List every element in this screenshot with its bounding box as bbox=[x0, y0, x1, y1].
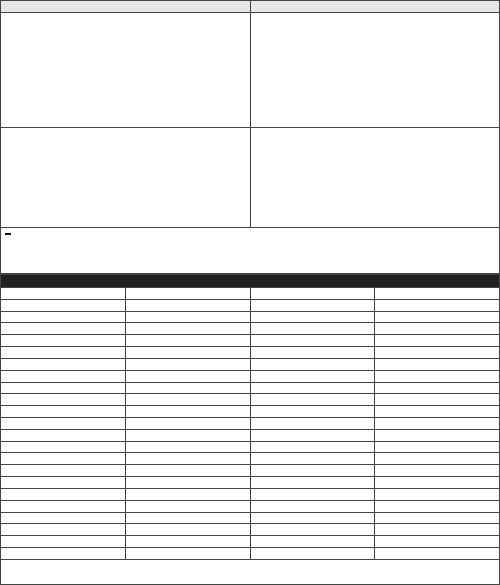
exam-post bbox=[250, 394, 375, 406]
exam-address bbox=[125, 382, 250, 394]
exam-location bbox=[1, 477, 126, 489]
exam-location bbox=[1, 524, 126, 536]
exam-table-title bbox=[1, 275, 500, 288]
exam-day bbox=[375, 453, 500, 465]
qualification-row bbox=[1, 127, 500, 227]
exam-row bbox=[1, 500, 500, 512]
exam-row bbox=[1, 512, 500, 524]
exam-day bbox=[375, 477, 500, 489]
exam-location bbox=[1, 287, 126, 299]
exam-post bbox=[250, 406, 375, 418]
exam-day bbox=[375, 488, 500, 500]
exam-day bbox=[375, 429, 500, 441]
exam-day bbox=[375, 548, 500, 560]
exam-address bbox=[125, 311, 250, 323]
exam-location bbox=[1, 418, 126, 430]
salary-benefits-section bbox=[0, 228, 500, 274]
exam-address bbox=[125, 429, 250, 441]
exam-post bbox=[250, 382, 375, 394]
post-name bbox=[1, 13, 251, 128]
exam-row bbox=[1, 299, 500, 311]
requirements-column-header bbox=[250, 1, 500, 13]
exam-row bbox=[1, 524, 500, 536]
exam-post bbox=[250, 347, 375, 359]
exam-address bbox=[125, 512, 250, 524]
exam-post bbox=[250, 335, 375, 347]
exam-location bbox=[1, 347, 126, 359]
exam-day bbox=[375, 323, 500, 335]
exam-row bbox=[1, 287, 500, 299]
exam-address bbox=[125, 441, 250, 453]
exam-location bbox=[1, 394, 126, 406]
exam-address bbox=[125, 323, 250, 335]
exam-row bbox=[1, 358, 500, 370]
exam-location bbox=[1, 311, 126, 323]
exam-post bbox=[250, 524, 375, 536]
exam-day bbox=[375, 287, 500, 299]
exam-location bbox=[1, 299, 126, 311]
exam-address bbox=[125, 418, 250, 430]
exam-post bbox=[250, 358, 375, 370]
exam-address bbox=[125, 406, 250, 418]
exam-row bbox=[1, 418, 500, 430]
exam-post bbox=[250, 548, 375, 560]
exam-address bbox=[125, 335, 250, 347]
exam-address bbox=[125, 370, 250, 382]
exam-post bbox=[250, 465, 375, 477]
exam-location bbox=[1, 500, 126, 512]
exam-address bbox=[125, 299, 250, 311]
exam-address bbox=[125, 347, 250, 359]
exam-day bbox=[375, 370, 500, 382]
exam-row bbox=[1, 441, 500, 453]
exam-address bbox=[125, 394, 250, 406]
exam-row bbox=[1, 394, 500, 406]
exam-post bbox=[250, 370, 375, 382]
exam-day bbox=[375, 512, 500, 524]
exam-row bbox=[1, 335, 500, 347]
exam-day bbox=[375, 299, 500, 311]
exam-location bbox=[1, 323, 126, 335]
exam-day bbox=[375, 524, 500, 536]
exam-location bbox=[1, 382, 126, 394]
exam-location bbox=[1, 536, 126, 548]
exam-row bbox=[1, 429, 500, 441]
exam-address bbox=[125, 465, 250, 477]
exam-location bbox=[1, 441, 126, 453]
exam-address bbox=[125, 524, 250, 536]
exam-post bbox=[250, 429, 375, 441]
exam-day bbox=[375, 441, 500, 453]
exam-address bbox=[125, 536, 250, 548]
exam-day bbox=[375, 358, 500, 370]
exam-day bbox=[375, 418, 500, 430]
exam-location bbox=[1, 335, 126, 347]
exam-day bbox=[375, 536, 500, 548]
exam-row bbox=[1, 311, 500, 323]
exam-day bbox=[375, 500, 500, 512]
exam-day bbox=[375, 465, 500, 477]
exam-post bbox=[250, 536, 375, 548]
exam-row bbox=[1, 477, 500, 489]
exam-post bbox=[250, 477, 375, 489]
exam-location bbox=[1, 453, 126, 465]
qualification-row bbox=[1, 13, 500, 128]
exam-post bbox=[250, 299, 375, 311]
exam-location bbox=[1, 548, 126, 560]
exam-address bbox=[125, 500, 250, 512]
exam-row bbox=[1, 323, 500, 335]
exam-day bbox=[375, 335, 500, 347]
exam-post bbox=[250, 287, 375, 299]
exam-day bbox=[375, 347, 500, 359]
exam-day bbox=[375, 394, 500, 406]
exam-row bbox=[1, 465, 500, 477]
post-requirements bbox=[250, 13, 500, 128]
exam-address bbox=[125, 488, 250, 500]
footer-note bbox=[0, 560, 500, 585]
exam-address bbox=[125, 548, 250, 560]
exam-row bbox=[1, 548, 500, 560]
exam-row bbox=[1, 370, 500, 382]
exam-row bbox=[1, 453, 500, 465]
exam-location bbox=[1, 465, 126, 477]
exam-post bbox=[250, 418, 375, 430]
post-name bbox=[1, 127, 251, 227]
exam-location bbox=[1, 406, 126, 418]
salary-heading bbox=[5, 233, 11, 235]
exam-post bbox=[250, 323, 375, 335]
exam-day bbox=[375, 406, 500, 418]
exam-location bbox=[1, 370, 126, 382]
exam-location bbox=[1, 358, 126, 370]
exam-schedule-table bbox=[0, 274, 500, 560]
post-column-header bbox=[1, 1, 251, 13]
exam-post bbox=[250, 500, 375, 512]
exam-address bbox=[125, 287, 250, 299]
qualifications-table bbox=[0, 0, 500, 228]
exam-post bbox=[250, 441, 375, 453]
exam-row bbox=[1, 347, 500, 359]
exam-post bbox=[250, 311, 375, 323]
exam-post bbox=[250, 512, 375, 524]
exam-post bbox=[250, 453, 375, 465]
exam-row bbox=[1, 382, 500, 394]
exam-row bbox=[1, 488, 500, 500]
exam-day bbox=[375, 311, 500, 323]
exam-address bbox=[125, 453, 250, 465]
exam-post bbox=[250, 488, 375, 500]
post-requirements bbox=[250, 127, 500, 227]
exam-address bbox=[125, 477, 250, 489]
exam-address bbox=[125, 358, 250, 370]
exam-row bbox=[1, 406, 500, 418]
exam-location bbox=[1, 429, 126, 441]
exam-location bbox=[1, 488, 126, 500]
exam-location bbox=[1, 512, 126, 524]
exam-day bbox=[375, 382, 500, 394]
exam-row bbox=[1, 536, 500, 548]
